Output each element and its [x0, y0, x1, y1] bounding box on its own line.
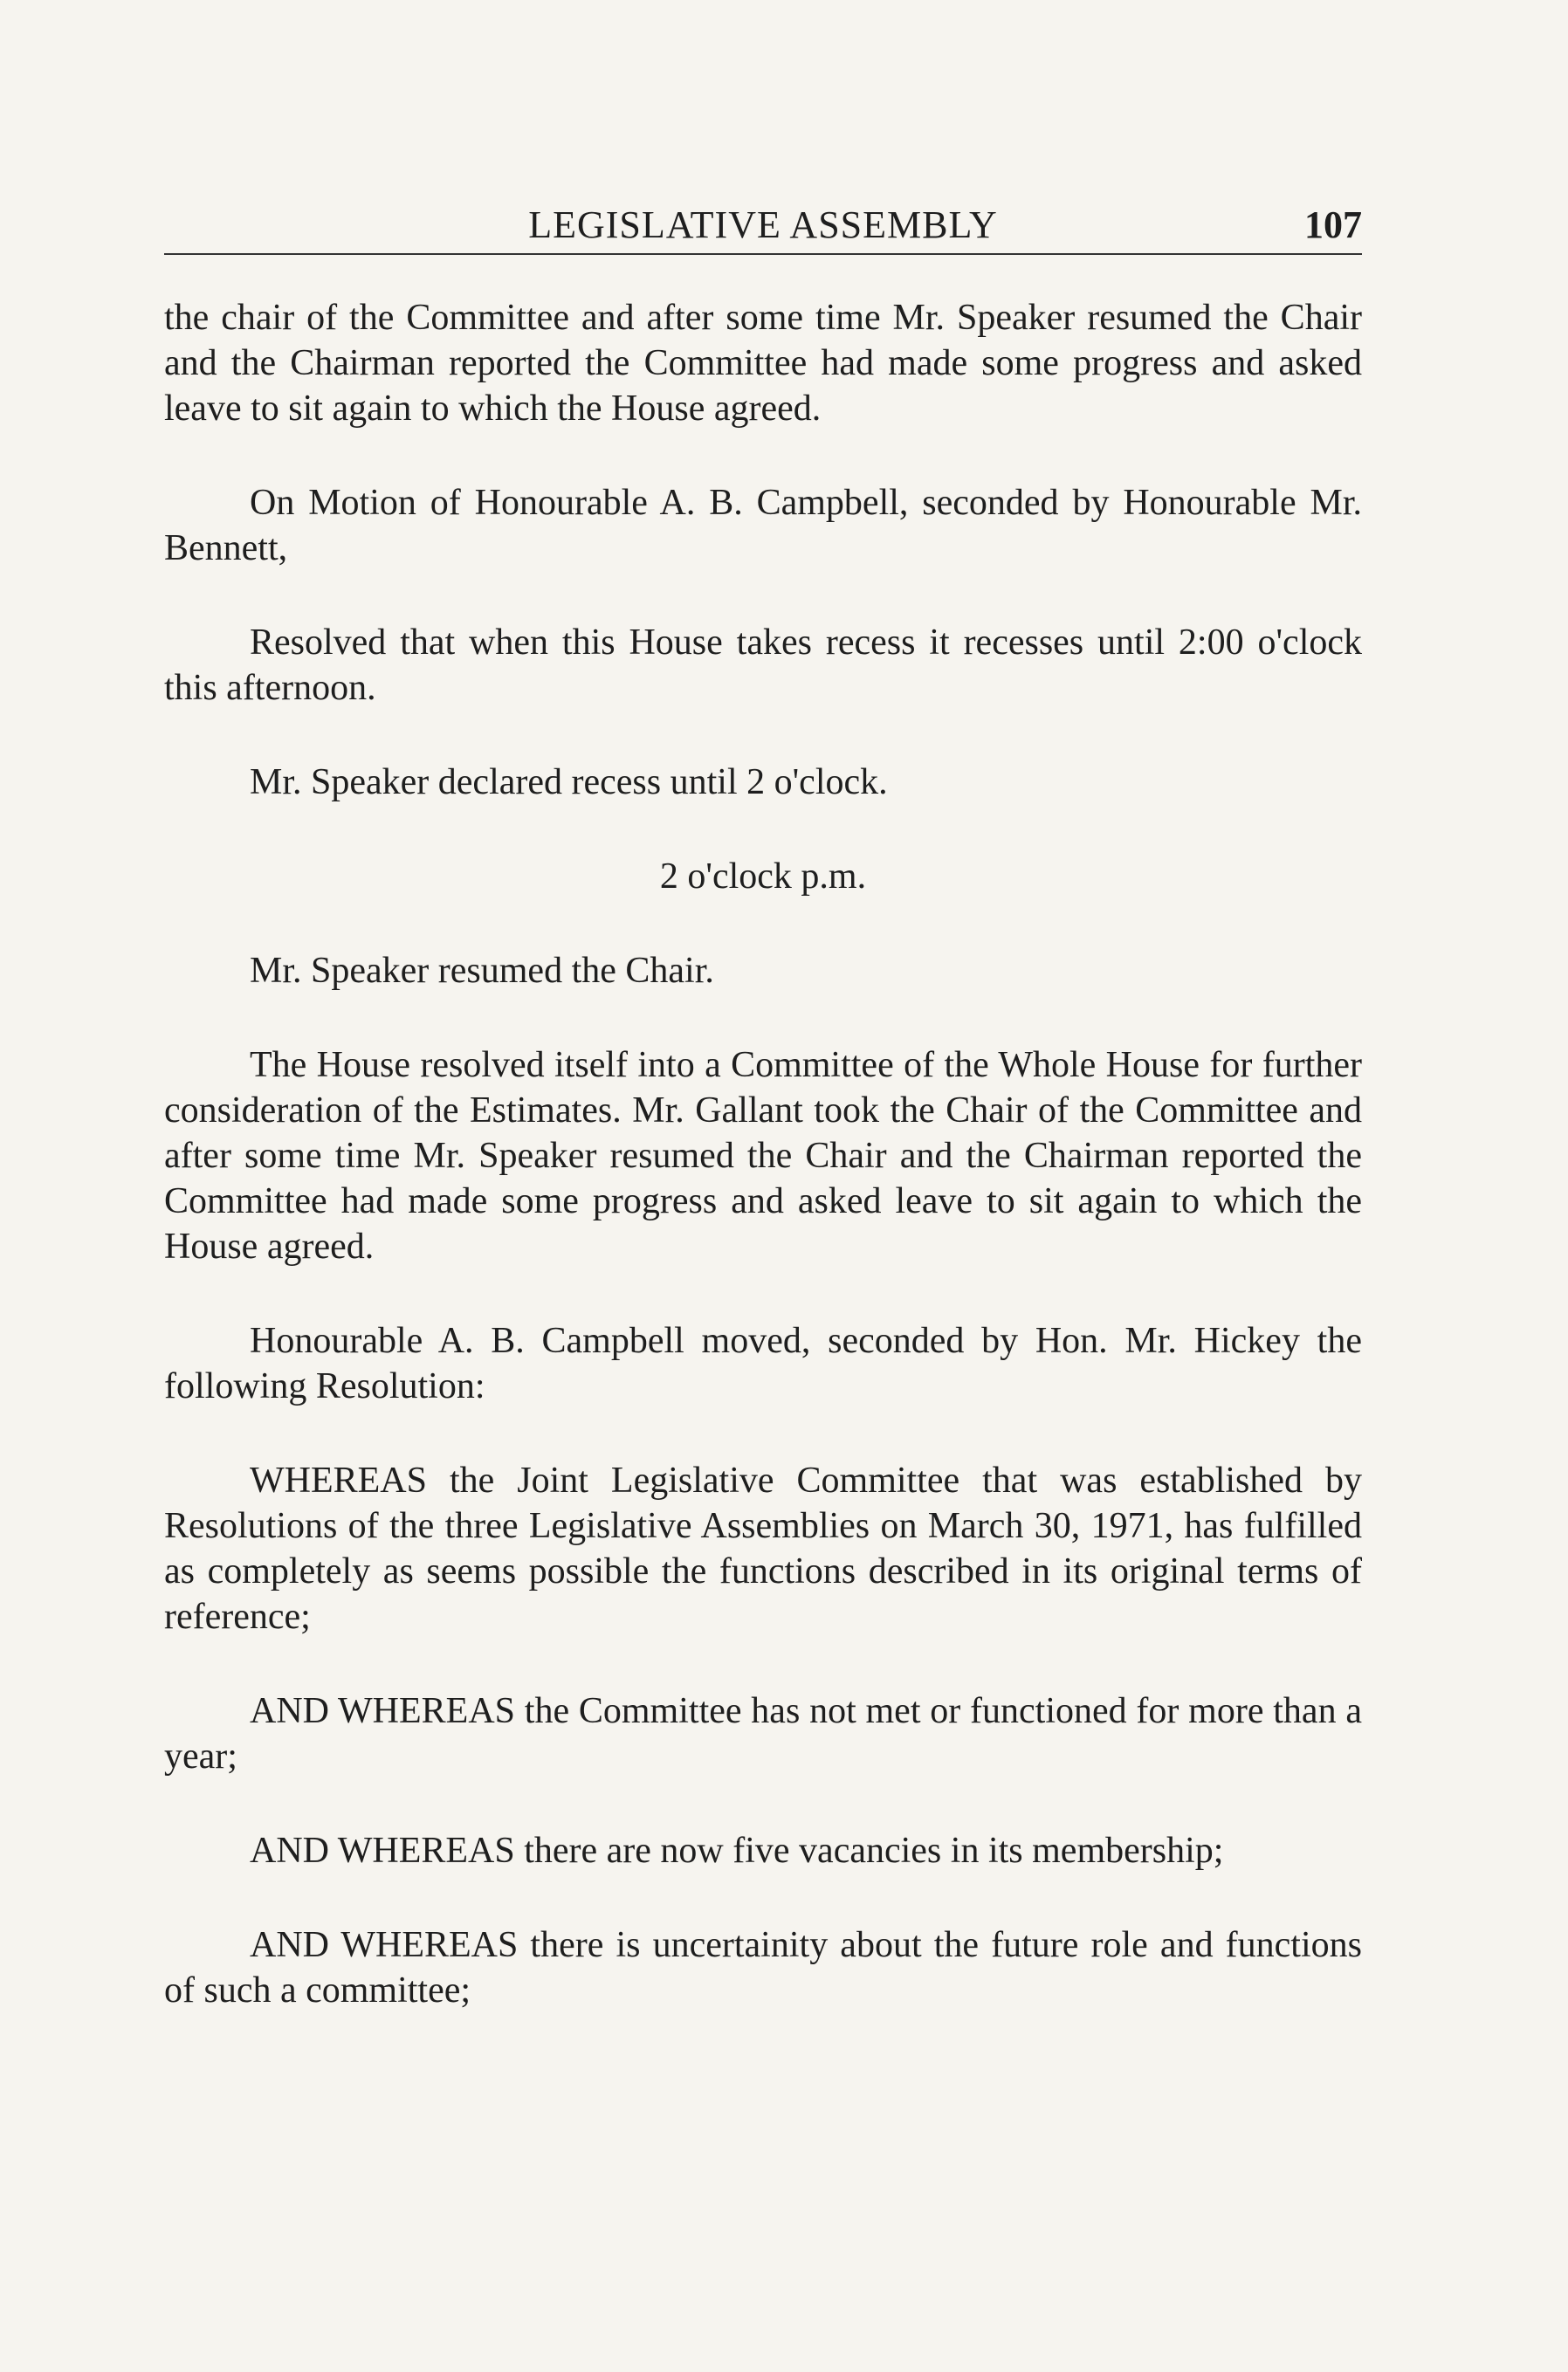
running-head-title: LEGISLATIVE ASSEMBLY: [528, 203, 998, 246]
paragraph-whereas-joint-committee: WHEREAS the Joint Legislative Committee that was established by Resolutions of the three Legislative Assemblies on March 30, 1971, has fulfilled as completely as seems possible the functions described in its original terms of reference;: [164, 1461, 1362, 1637]
paragraph-committee-continuation: the chair of the Committee and after some time Mr. Speaker resumed the Chair and the Chairman reported the Committee had made some progress and asked leave to sit again to which the House agreed.: [164, 298, 1362, 429]
running-head: [164, 199, 1362, 255]
paragraph-recess-declared: Mr. Speaker declared recess until 2 o'clock.: [250, 762, 888, 802]
paragraph-speaker-resumed: Mr. Speaker resumed the Chair.: [250, 951, 714, 991]
paragraph-resolved-recess: Resolved that when this House takes recess it recesses until 2:00 o'clock this afternoon.: [164, 622, 1362, 708]
paragraph-committee-whole-house: The House resolved itself into a Committee of the Whole House for further consideration of the Estimates. Mr. Gallant took the Chair of the Committee and after some time Mr. Speaker resumed the Chair and the Chairman reported the Committee had made some progress and asked leave to sit again to which the House agreed.: [164, 1045, 1362, 1267]
paragraph-whereas-uncertainty: AND WHEREAS there is uncertainity about the future role and functions of such a committee;: [164, 1925, 1362, 2011]
paragraph-whereas-vacancies: AND WHEREAS there are now five vacancies in its membership;: [250, 1831, 1224, 1871]
paragraph-motion: On Motion of Honourable A. B. Campbell, seconded by Honourable Mr. Bennett,: [164, 483, 1362, 568]
paragraph-whereas-not-met: AND WHEREAS the Committee has not met or functioned for more than a year;: [164, 1691, 1362, 1777]
body-text: [164, 295, 1362, 2062]
page-number: 107: [1304, 203, 1362, 246]
time-heading: 2 o'clock p.m.: [659, 856, 867, 897]
paragraph-campbell-moved: Honourable A. B. Campbell moved, seconded by Hon. Mr. Hickey the following Resolution:: [164, 1321, 1362, 1406]
